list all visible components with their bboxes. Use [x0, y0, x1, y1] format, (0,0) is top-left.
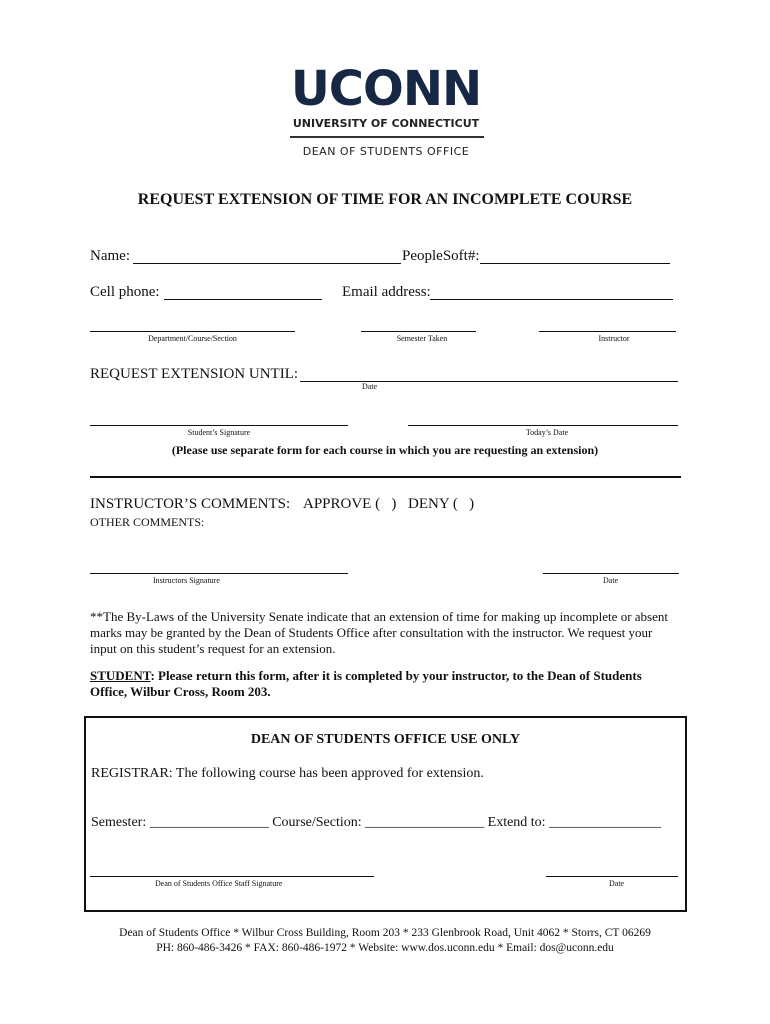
footer-contact: PH: 860-486-3426 * FAX: 860-486-1972 * Website: www.dos.uconn.edu * Email: dos@uconn.edu [156, 942, 614, 954]
todays-date-label: Today’s Date [525, 428, 569, 437]
separate-form-note: (Please use separate form for each course in which you are requesting an extension) [171, 443, 599, 457]
student-signature-field[interactable] [90, 425, 348, 426]
instructor-comments-label: INSTRUCTOR’S COMMENTS: [90, 496, 291, 512]
instructor-date-label: Date [603, 576, 619, 585]
cell-phone-field[interactable] [164, 299, 322, 300]
request-until-date-label: Date [362, 382, 378, 391]
form-title: REQUEST EXTENSION OF TIME FOR AN INCOMPLETE COURSE [137, 191, 633, 208]
section-divider [90, 476, 681, 478]
registrar-text: REGISTRAR: The following course has been approved for extension. [91, 766, 484, 781]
student-label: STUDENT [90, 668, 151, 683]
name-field[interactable] [133, 263, 401, 264]
instructor-signature-field[interactable] [90, 573, 348, 574]
request-until-field[interactable] [300, 381, 678, 382]
office-name: DEAN OF STUDENTS OFFICE [302, 145, 470, 158]
staff-signature-field[interactable] [90, 876, 374, 877]
todays-date-field[interactable] [408, 425, 678, 426]
email-label: Email address: [342, 284, 431, 300]
instructor-date-field[interactable] [543, 573, 679, 574]
staff-signature-label: Dean of Students Office Staff Signature [155, 879, 283, 888]
uconn-wordmark: UCONN [290, 61, 482, 117]
deny-checkbox[interactable]: DENY ( ) [408, 496, 475, 512]
office-date-label: Date [609, 879, 625, 888]
cell-phone-label: Cell phone: [90, 284, 160, 300]
logo-divider [290, 136, 484, 138]
email-field[interactable] [430, 299, 673, 300]
name-label: Name: [90, 248, 130, 264]
office-date-field[interactable] [546, 876, 678, 877]
department-field[interactable] [90, 331, 295, 332]
approve-checkbox[interactable]: APPROVE ( ) [303, 496, 397, 512]
semester-taken-field[interactable] [361, 331, 476, 332]
department-label: Department/Course/Section [148, 334, 237, 343]
semester-course-extend-line: Semester: _________________ Course/Section: _________________ Extend to: ________________ [91, 815, 662, 830]
student-note-text: : Please return this form, after it is completed by your instructor, to the Dean of Students Office, Wilbur Cross, Room 203. [90, 668, 642, 699]
student-signature-label: Student’s Signature [187, 428, 251, 437]
request-until-label: REQUEST EXTENSION UNTIL: [90, 366, 299, 382]
semester-taken-label: Semester Taken [396, 334, 448, 343]
bylaws-note: **The By-Laws of the University Senate indicate that an extension of time for making up incomplete or absent marks may be granted by the Dean of Students Office after consultation with the instructor. We request your input on this student’s request for an extension. [90, 609, 668, 656]
peoplesoft-field[interactable] [480, 263, 670, 264]
instructor-field[interactable] [539, 331, 676, 332]
student-return-note [90, 668, 680, 700]
instructor-signature-label: Instructors Signature [153, 576, 220, 585]
footer-address: Dean of Students Office * Wilbur Cross Building, Room 203 * 233 Glenbrook Road, Unit 4062 * Storrs, CT 06269 [119, 927, 651, 939]
instructor-label: Instructor [598, 334, 630, 343]
peoplesoft-label: PeopleSoft#: [402, 248, 480, 264]
office-use-heading: DEAN OF STUDENTS OFFICE USE ONLY [250, 732, 521, 747]
other-comments-label: OTHER COMMENTS: [90, 515, 205, 529]
university-name: UNIVERSITY OF CONNECTICUT [292, 117, 480, 130]
